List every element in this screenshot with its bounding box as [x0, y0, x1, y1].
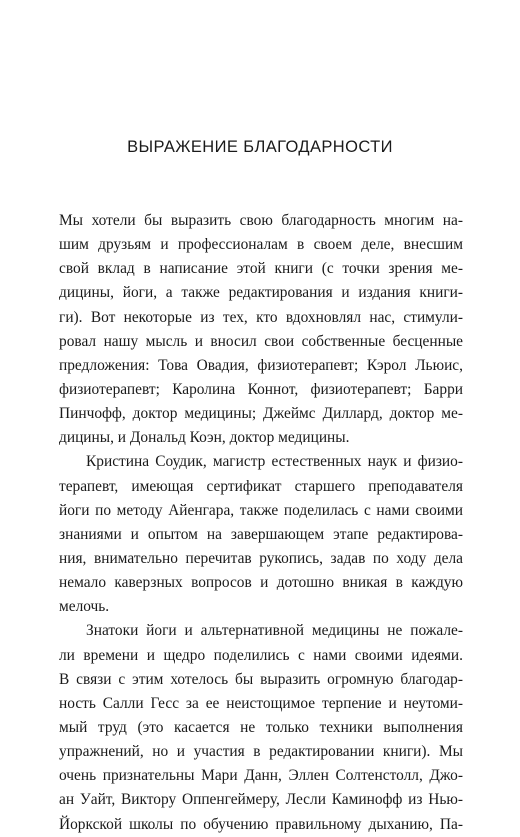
- acknowledgements-text: [59, 209, 463, 837]
- text-line: ли времени и щедро поделились с нами своими идеями.: [59, 646, 463, 664]
- text-line: терапевт, имеющая сертификат старшего преподавателя: [59, 477, 463, 495]
- text-line: шим друзьям и профессионалам в своем деле, внесшим: [59, 236, 463, 254]
- text-line: ги). Вот некоторые из тех, кто вдохновлял нас, стимули-: [59, 308, 463, 326]
- text-line: ния, внимательно перечитав рукопись, задав по ходу дела: [59, 549, 463, 567]
- text-line: В связи с этим хотелось бы выразить огромную благодар-: [59, 670, 463, 688]
- text-line: упражнений, но и участия в редактировании книги). Мы: [59, 743, 463, 761]
- text-line: Мы хотели бы выразить свою благодарность многим на-: [59, 212, 463, 229]
- paragraph-1: [59, 209, 463, 450]
- text-line: свой вклад в написание этой книги (с точки зрения ме-: [59, 260, 463, 278]
- page-title: ВЫРАЖЕНИЕ БЛАГОДАРНОСТИ: [127, 138, 393, 156]
- text-line: мелочь.: [59, 598, 110, 616]
- text-line: очень признательны Мари Данн, Эллен Солтенстолл, Джо-: [59, 767, 463, 785]
- text-line: дицины, и Дональд Коэн, доктор медицины.: [59, 429, 350, 447]
- text-line: Йоркской школы по обучению правильному дыханию, Па-: [59, 815, 463, 833]
- text-line: немало каверзных вопросов и дотошно вникая в каждую: [59, 574, 463, 592]
- text-line: дицины, йоги, а также редактирования и издания книги-: [59, 284, 463, 302]
- text-line: предложения: Това Овадия, физиотерапевт; Кэрол Льюис,: [59, 356, 463, 374]
- text-line: ность Салли Гесс за ее неистощимое терпение и неутоми-: [59, 694, 463, 712]
- paragraph-2: [59, 450, 463, 619]
- text-line: Знатоки йоги и альтернативной медицины не пожале-: [86, 622, 463, 640]
- text-line: ровал нашу мысль и вносил свои собственные бесценные: [59, 332, 463, 350]
- text-line: ан Уайт, Виктору Оппенгеймеру, Лесли Каминофф из Нью-: [59, 791, 463, 809]
- text-line: Пинчофф, доктор медицины; Джеймс Диллард, доктор ме-: [59, 405, 463, 423]
- text-line: мый труд (это касается не только техники выполнения: [59, 718, 463, 736]
- text-line: йоги по методу Айенгара, также поделилась с нами своими: [59, 501, 463, 519]
- text-line: знаниями и опытом на завершающем этапе редактирова-: [59, 525, 463, 543]
- paragraph-3: [59, 619, 463, 836]
- text-line: Кристина Соудик, магистр естественных наук и физио-: [86, 453, 463, 471]
- text-line: физиотерапевт; Каролина Коннот, физиотерапевт; Барри: [59, 380, 463, 398]
